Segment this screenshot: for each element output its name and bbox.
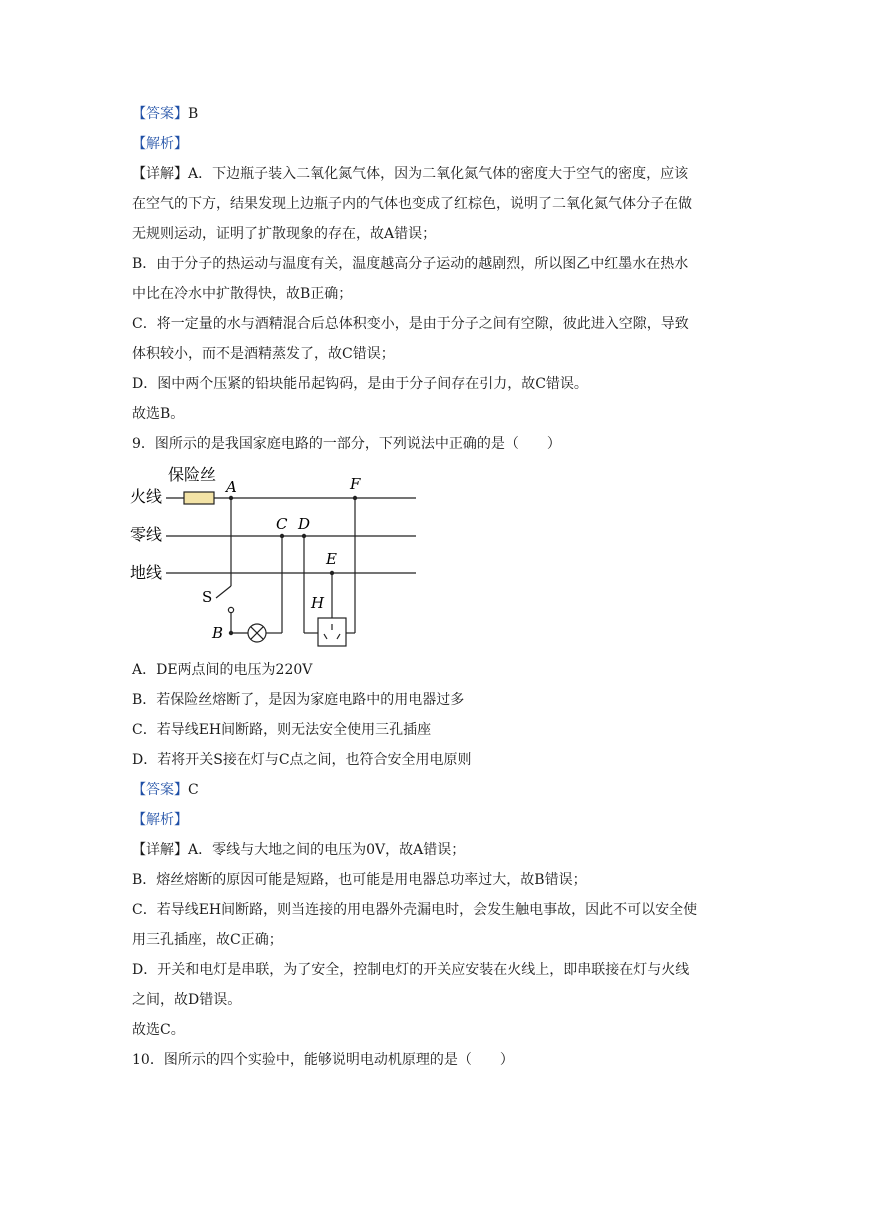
circuit-diagram xyxy=(128,460,428,650)
point-b-label: B xyxy=(212,624,224,642)
q9-detail-line: C．若导线EH间断路，则当连接的用电器外壳漏电时，会发生触电事故，因此不可以安全使 xyxy=(132,902,698,918)
q8-detail-line xyxy=(132,164,732,184)
switch-s-label: S xyxy=(202,588,213,606)
q8-detail-line: 在空气的下方，结果发现上边瓶子内的气体也变成了红棕色，说明了二氧化氮气体分子在做 xyxy=(132,196,692,212)
ground-wire-label: 地线 xyxy=(130,563,163,582)
q8-analysis-heading xyxy=(132,134,732,154)
q8-answer xyxy=(132,104,732,124)
answer-tag: 【答案】 xyxy=(132,106,188,122)
answer-value: B xyxy=(188,106,199,122)
q8-detail-line: 中比在冷水中扩散得快，故B正确； xyxy=(132,286,353,302)
point-h-label: H xyxy=(311,594,325,612)
answer-value: C xyxy=(188,782,199,798)
detail-text: A．下边瓶子装入二氧化氮气体，因为二氧化氮气体的密度大于空气的密度，应该 xyxy=(188,166,689,182)
q9-stem: 9．图所示的是我国家庭电路的一部分，下列说法中正确的是（ ） xyxy=(132,436,561,452)
point-c-label: C xyxy=(276,515,288,533)
q8-detail-line: 无规则运动，证明了扩散现象的存在，故A错误； xyxy=(132,226,437,242)
q9-detail-line: D．开关和电灯是串联，为了安全，控制电灯的开关应安装在火线上，即串联接在灯与火线 xyxy=(132,962,690,978)
q8-conclusion: 故选B。 xyxy=(132,406,185,422)
switch-blade xyxy=(216,586,231,598)
fuse-icon xyxy=(184,492,214,504)
detail-tag: 【详解】 xyxy=(132,842,188,858)
detail-text: A．零线与大地之间的电压为0V，故A错误； xyxy=(188,842,466,858)
point-e-label: E xyxy=(326,550,337,568)
junction-c xyxy=(280,534,284,538)
neutral-wire-label: 零线 xyxy=(130,525,163,544)
q8-detail-line: D．图中两个压紧的铅块能吊起钩码，是由于分子间存在引力，故C错误。 xyxy=(132,376,588,392)
q9-option: D．若将开关S接在灯与C点之间，也符合安全用电原则 xyxy=(132,752,472,768)
fuse-label: 保险丝 xyxy=(168,465,217,484)
switch-contact xyxy=(228,607,233,612)
q9-detail-line xyxy=(132,840,732,860)
q8-detail-line: C．将一定量的水与酒精混合后总体积变小，是由于分子之间有空隙，彼此进入空隙，导致 xyxy=(132,316,689,332)
q9-conclusion: 故选C。 xyxy=(132,1022,185,1038)
q9-option: C．若导线EH间断路，则无法安全使用三孔插座 xyxy=(132,722,432,738)
analysis-tag: 【解析】 xyxy=(132,812,188,828)
analysis-tag: 【解析】 xyxy=(132,136,188,152)
q9-option: A．DE两点间的电压为220V xyxy=(132,662,313,678)
q9-detail-line: 用三孔插座，故C正确； xyxy=(132,932,283,948)
point-f-label: F xyxy=(350,475,361,493)
live-wire-label: 火线 xyxy=(130,487,163,506)
q9-detail-line: 之间，故D错误。 xyxy=(132,992,242,1008)
answer-tag: 【答案】 xyxy=(132,782,188,798)
q9-detail-line: B．熔丝熔断的原因可能是短路，也可能是用电器总功率过大，故B错误； xyxy=(132,872,587,888)
q8-detail-line: B．由于分子的热运动与温度有关，温度越高分子运动的越剧烈，所以图乙中红墨水在热水 xyxy=(132,256,689,272)
detail-tag: 【详解】 xyxy=(132,166,188,182)
three-hole-socket-icon xyxy=(318,618,346,646)
q10-stem: 10．图所示的四个实验中，能够说明电动机原理的是（ ） xyxy=(132,1052,514,1068)
point-a-label: A xyxy=(226,478,237,496)
q8-detail-line: 体积较小，而不是酒精蒸发了，故C错误； xyxy=(132,346,395,362)
q9-analysis-heading xyxy=(132,810,732,830)
q9-answer xyxy=(132,780,732,800)
q9-option: B．若保险丝熔断了，是因为家庭电路中的用电器过多 xyxy=(132,692,465,708)
point-d-label: D xyxy=(298,515,311,533)
